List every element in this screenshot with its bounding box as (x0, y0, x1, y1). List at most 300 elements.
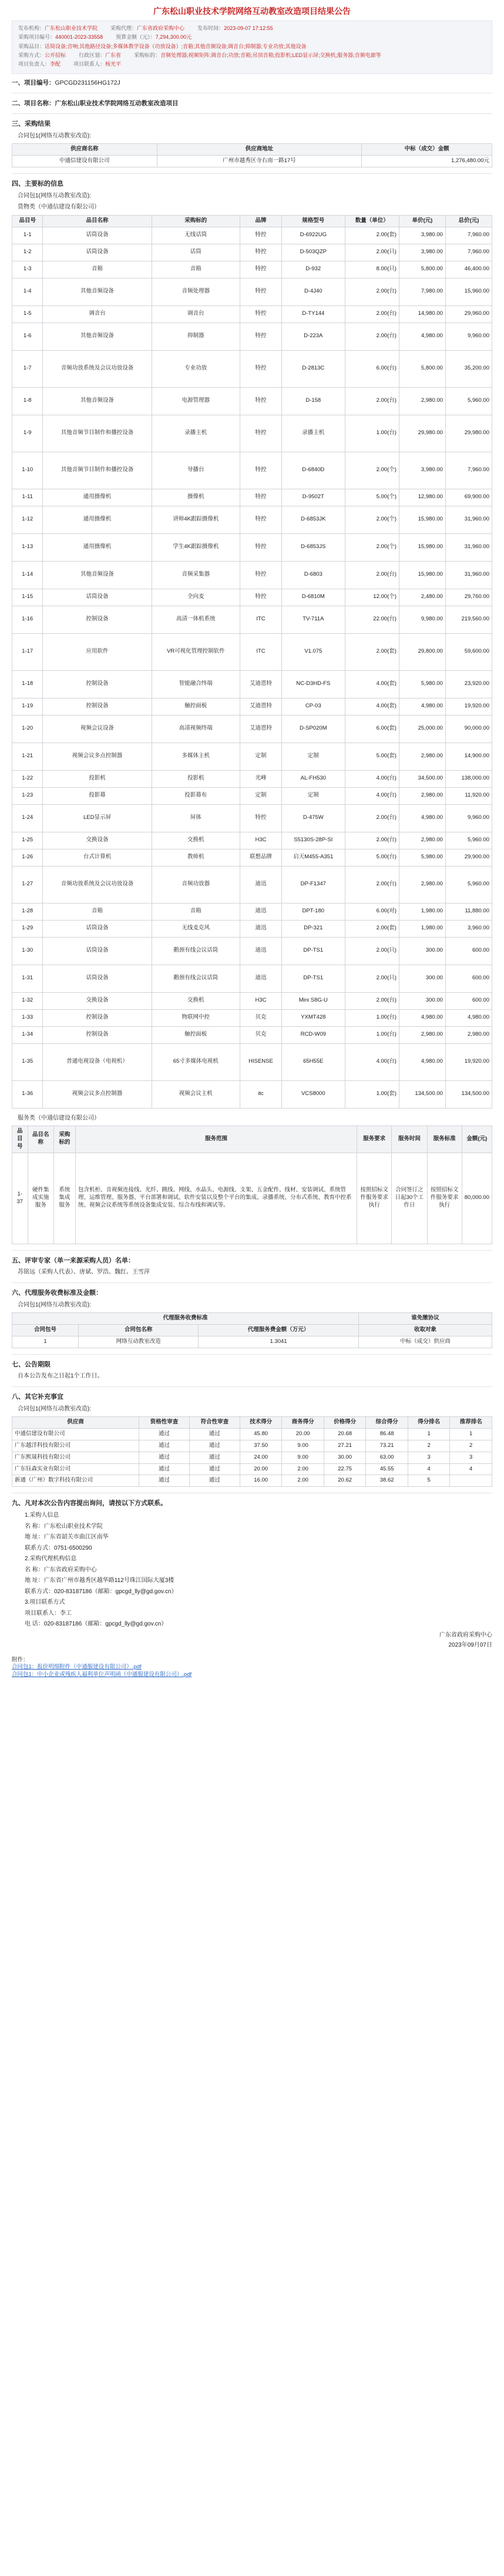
table-cell: 定制 (281, 787, 345, 804)
table-cell: DP-321 (281, 920, 345, 937)
table-cell: 2.00(套) (345, 227, 399, 244)
table-cell: DP-TS1 (281, 937, 345, 965)
table-cell: 90,000.00 (445, 715, 492, 743)
table-cell: 触控面板 (152, 698, 240, 715)
table-cell: YXMT428 (281, 1009, 345, 1026)
table-cell: NC-D3HD-FS (281, 670, 345, 698)
column-header: 供应商 (12, 1417, 139, 1429)
table-cell: 7,960.00 (445, 452, 492, 489)
table-cell: 5,980.00 (399, 849, 445, 866)
table-row (12, 715, 492, 743)
table-cell: 8.00(只) (345, 261, 399, 278)
column-header: 服务要求 (357, 1126, 392, 1153)
table-cell: 29,960.00 (445, 305, 492, 323)
table-row (12, 1043, 492, 1080)
table-cell: 27.21 (324, 1440, 366, 1452)
table-cell: 6.00(台) (345, 350, 399, 387)
table-row (12, 1336, 492, 1348)
table-cell: 7,980.00 (399, 278, 445, 305)
table-cell: 2.00 (282, 1475, 324, 1487)
table-cell: 3,980.00 (399, 227, 445, 244)
meta-row (18, 25, 486, 32)
table-cell: 按照招标文件服务要求执行 (357, 1153, 392, 1244)
column-header: 规格型号 (281, 215, 345, 227)
section-experts-heading: 五、评审专家（单一来源采购人员）名单： (12, 1257, 135, 1264)
table-cell: 物联网中控 (152, 1009, 240, 1026)
table-cell: 1-36 (12, 1080, 43, 1108)
table-row (12, 965, 492, 992)
column-header: 推荐排名 (450, 1417, 492, 1429)
table-cell: 2.00(台) (345, 832, 399, 849)
table-cell: 5,980.00 (399, 670, 445, 698)
table-cell: 2,980.00 (445, 1026, 492, 1043)
table-cell: 1-4 (12, 278, 43, 305)
table-row (12, 1475, 492, 1487)
table-cell: 1-7 (12, 350, 43, 387)
table-cell: LED显示屏 (43, 804, 152, 832)
table-cell: 4.00(台) (345, 787, 399, 804)
column-header: 技术得分 (240, 1417, 282, 1429)
table-cell: 通用摄像机 (43, 506, 152, 533)
table-cell: 调音台 (152, 305, 240, 323)
table-row (12, 156, 492, 167)
table-cell: 3,980.00 (399, 244, 445, 261)
table-cell: 134,500.00 (445, 1080, 492, 1108)
table-cell: 3 (450, 1452, 492, 1463)
table-row (12, 1153, 492, 1244)
table-cell: 教师机 (152, 849, 240, 866)
meta-item (18, 61, 61, 68)
table-cell: 1 (12, 1336, 79, 1348)
table-cell: 1-29 (12, 920, 43, 937)
fee-table (12, 1312, 492, 1348)
table-row (12, 323, 492, 350)
table-row (12, 633, 492, 670)
table-row (12, 452, 492, 489)
table-cell: D-223A (281, 323, 345, 350)
attachments: 附件： 合同包1：报价明细附件（中通服建设有限公司）.pdf 合同包1：中小企业或残疾人福利单位声明函（中通服建设有限公司）.pdf (12, 1656, 192, 1678)
attachment-link[interactable]: 合同包1：报价明细附件（中通服建设有限公司）.pdf (12, 1664, 142, 1671)
table-cell: 12.00(个) (345, 589, 399, 606)
table-cell: 其他音频节目制作和播控设备 (43, 415, 152, 452)
section-project-name: 二、项目名称：广东松山职业技术学院网络互动教室改造项目 (12, 99, 179, 107)
meta-value: 李配 (50, 61, 61, 68)
column-header: 采购标的 (152, 215, 240, 227)
table-row (12, 415, 492, 452)
column-header: 服务标准 (427, 1126, 462, 1153)
table-cell: 1-30 (12, 937, 43, 965)
table-cell: 31,960.00 (445, 506, 492, 533)
meta-value: 杨光平 (105, 61, 122, 68)
table-cell: 控制设备 (43, 606, 152, 633)
table-cell: 1-34 (12, 1026, 43, 1043)
table-cell: 300.00 (399, 937, 445, 965)
meta-key: 项目联系人： (73, 61, 106, 68)
meta-item (197, 25, 273, 32)
table-cell: 600.00 (445, 937, 492, 965)
table-cell: 特控 (240, 506, 282, 533)
table-cell: 联想品牌 (240, 849, 282, 866)
table-cell: 1-10 (12, 452, 43, 489)
table-cell: D-4J40 (281, 278, 345, 305)
service-table (12, 1126, 492, 1244)
table-cell: 1.00(台) (345, 1009, 399, 1026)
column-header: 得分排名 (408, 1417, 450, 1429)
table-row (12, 1452, 492, 1463)
table-cell: 29,980.00 (399, 415, 445, 452)
table-row (12, 561, 492, 589)
period-text: 自本公告发布之日起1个工作日。 (18, 1373, 103, 1380)
meta-value: 440001-2023-33558 (55, 34, 103, 41)
table-cell: 中通信建设有限公司 (12, 1429, 139, 1440)
table-cell: 特控 (240, 278, 282, 305)
table-cell: 5,800.00 (399, 261, 445, 278)
section-project-number: 一、项目编号：GPCGD231156HG172J (12, 79, 120, 86)
table-cell: 网络互动教室改造 (78, 1336, 198, 1348)
experts-list: 苏铭远（采购人代表）、唐斌、罗浩、魏红、王雪萍 (18, 1269, 150, 1276)
table-cell: 话筒 (152, 244, 240, 261)
table-cell: 35,200.00 (445, 350, 492, 387)
table-cell: D-6922UG (281, 227, 345, 244)
table-cell: 2,980.00 (399, 832, 445, 849)
table-cell: 3,960.00 (445, 920, 492, 937)
table-cell: 15,980.00 (399, 561, 445, 589)
table-cell: 1-20 (12, 715, 43, 743)
table-cell: 中标（成交）供应商 (358, 1336, 492, 1348)
table-cell: 1-35 (12, 1043, 43, 1080)
meta-key: 采购品目： (18, 43, 45, 50)
table-cell: RCD-W09 (281, 1026, 345, 1043)
table-cell: 4.00(套) (345, 698, 399, 715)
meta-row (18, 33, 486, 50)
column-header: 符合性审查 (189, 1417, 240, 1429)
table-cell: 其他音频设备 (43, 323, 152, 350)
table-cell: 艾迪恩特 (240, 698, 282, 715)
meta-row (18, 61, 486, 68)
contract-package-label: 合同包1(网络互动教室改造): (18, 1405, 91, 1412)
table-cell: 1-9 (12, 415, 43, 452)
table-cell: 视频会议多点控制器 (43, 1080, 152, 1108)
table-cell: H3C (240, 832, 282, 849)
meta-item (18, 25, 98, 32)
table-row (12, 606, 492, 633)
table-cell: 1.00(台) (345, 415, 399, 452)
table-row (12, 787, 492, 804)
table-cell: 特控 (240, 323, 282, 350)
table-cell: 2.00(台) (345, 305, 399, 323)
table-cell: 通过 (139, 1452, 190, 1463)
table-cell: DP-F1347 (281, 866, 345, 903)
table-cell: 特控 (240, 387, 282, 415)
table-cell: 5.00(台) (345, 849, 399, 866)
table-cell: D-475W (281, 804, 345, 832)
column-header: 数量（单位） (345, 215, 399, 227)
table-cell: 5,960.00 (445, 832, 492, 849)
table-cell: 6.00(套) (345, 715, 399, 743)
goods-category-label: 货物类（中通信建设有限公司） (18, 204, 100, 211)
table-cell: DP-TS1 (281, 965, 345, 992)
table-cell: itc (240, 1080, 282, 1108)
table-cell: 2.00(套) (345, 920, 399, 937)
table-cell: 1-23 (12, 787, 43, 804)
meta-key: 采购方式： (18, 52, 45, 59)
table-cell: 话筒设备 (43, 937, 152, 965)
table-cell: 1-1 (12, 227, 43, 244)
table-cell: 2,980.00 (399, 787, 445, 804)
column-header: 供应商名称 (12, 144, 157, 156)
goods-table (12, 215, 492, 1109)
table-cell: 300.00 (399, 992, 445, 1009)
table-cell: 全向麦 (152, 589, 240, 606)
table-cell: 29,800.00 (399, 633, 445, 670)
table-cell: 特控 (240, 305, 282, 323)
table-cell: 2.00(台) (345, 992, 399, 1009)
table-cell: 86.48 (366, 1429, 408, 1440)
table-cell: 控制设备 (43, 698, 152, 715)
table-cell: 6.00(对) (345, 903, 399, 920)
table-cell: 广州市越秀区寺右南一路17号 (157, 156, 362, 167)
table-cell: 特控 (240, 589, 282, 606)
table-cell: 电源管理器 (152, 387, 240, 415)
table-cell: 通用摄像机 (43, 489, 152, 506)
table-cell: 45.55 (366, 1463, 408, 1475)
table-cell: 通过 (189, 1452, 240, 1463)
table-row (12, 937, 492, 965)
table-cell: 4 (408, 1463, 450, 1475)
table-cell: 1-15 (12, 589, 43, 606)
table-cell: D-6810M (281, 589, 345, 606)
table-cell: 导播台 (152, 452, 240, 489)
table-row (12, 387, 492, 415)
table-cell: 视频会议主机 (152, 1080, 240, 1108)
table-cell: 音频功放系统及会议功放设备 (43, 866, 152, 903)
table-cell: 智能融合终端 (152, 670, 240, 698)
table-cell: 1-5 (12, 305, 43, 323)
table-row (12, 866, 492, 903)
table-cell: 话筒设备 (43, 965, 152, 992)
table-cell: D-6840D (281, 452, 345, 489)
table-cell: 话筒设备 (43, 227, 152, 244)
table-cell: 69,900.00 (445, 489, 492, 506)
meta-value: 话筒设备;音响;其他路径设备;多媒体教学设备（功放设备）;音箱;其他音频设备;调音台;抑制器;专业功放;其他设备 (45, 43, 307, 50)
table-cell: D-503QZP (281, 244, 345, 261)
table-cell: 音箱 (152, 261, 240, 278)
table-row (12, 589, 492, 606)
section-fee-heading: 六、代理服务收费标准及金额： (12, 1289, 102, 1297)
table-cell: 9.00 (282, 1452, 324, 1463)
meta-key: 采购标的： (134, 52, 161, 59)
table-cell: 2.00 (282, 1463, 324, 1475)
table-cell: 无线麦克风 (152, 920, 240, 937)
table-cell: 投影幕 (43, 787, 152, 804)
table-cell: 30.00 (324, 1452, 366, 1463)
table-cell: 31,960.00 (445, 533, 492, 561)
table-cell: 1-14 (12, 561, 43, 589)
column-header: 谁免缴协议 (358, 1313, 492, 1325)
table-cell: 1-24 (12, 804, 43, 832)
table-cell: 控制设备 (43, 670, 152, 698)
table-cell: 1.00(台) (345, 1026, 399, 1043)
header-row (12, 1313, 492, 1325)
header-row (12, 1325, 492, 1336)
table-cell: D-158 (281, 387, 345, 415)
table-cell: 通过 (139, 1429, 190, 1440)
table-cell: 65H55E (281, 1043, 345, 1080)
table-cell: 交换设备 (43, 992, 152, 1009)
table-row (12, 698, 492, 715)
table-cell: 9.00 (282, 1440, 324, 1452)
table-cell: D-6853JS (281, 533, 345, 561)
table-cell: 迪迅 (240, 965, 282, 992)
table-cell: 2,980.00 (399, 866, 445, 903)
table-cell: 特控 (240, 533, 282, 561)
table-row (12, 670, 492, 698)
table-cell: 音频功放系统及会议功放设备 (43, 350, 152, 387)
table-cell: D-9502T (281, 489, 345, 506)
table-cell: VCS8000 (281, 1080, 345, 1108)
table-cell: 1-3 (12, 261, 43, 278)
column-header: 单价(元) (399, 215, 445, 227)
table-cell: 23,920.00 (445, 670, 492, 698)
table-cell: 22.00(台) (345, 606, 399, 633)
table-cell: 迪迅 (240, 903, 282, 920)
table-cell: 4,980.00 (445, 1009, 492, 1026)
table-cell: 迪迅 (240, 866, 282, 903)
table-cell: 视频会议多点控制器 (43, 743, 152, 770)
table-cell: 600.00 (445, 965, 492, 992)
table-cell: 1-27 (12, 866, 43, 903)
table-cell: 话筒设备 (43, 920, 152, 937)
table-cell: VR可视化管理控制软件 (152, 633, 240, 670)
table-cell: 控制设备 (43, 1026, 152, 1043)
table-cell: 20.62 (324, 1475, 366, 1487)
table-cell: 5,800.00 (399, 350, 445, 387)
attachment-link[interactable]: 合同包1：中小企业或残疾人福利单位声明函（中通服建设有限公司）.pdf (12, 1671, 192, 1678)
meta-key: 行政区划： (79, 52, 106, 59)
table-cell: 2,980.00 (399, 743, 445, 770)
table-cell: 2.00(台) (345, 866, 399, 903)
table-cell: 7,960.00 (445, 227, 492, 244)
table-cell: 特控 (240, 804, 282, 832)
table-cell: 1-25 (12, 832, 43, 849)
table-cell: 应用软件 (43, 633, 152, 670)
table-cell: AL-FH530 (281, 770, 345, 787)
table-cell: 迪迅 (240, 920, 282, 937)
table-cell: ITC (240, 633, 282, 670)
meta-item (79, 52, 121, 59)
meta-key: 预算金额（元）： (116, 34, 156, 41)
table-cell: 音箱 (43, 903, 152, 920)
table-cell: 12,980.00 (399, 489, 445, 506)
table-cell: 音箱 (43, 261, 152, 278)
table-cell: 2.00(台) (345, 561, 399, 589)
column-header: 服务时间 (392, 1126, 427, 1153)
table-cell: 定制 (240, 743, 282, 770)
table-cell: 艾迪恩特 (240, 670, 282, 698)
table-cell: 迪迅 (240, 937, 282, 965)
table-cell: 2.00(只) (345, 937, 399, 965)
column-header: 总价(元) (445, 215, 492, 227)
column-header: 合同包号 (12, 1325, 79, 1336)
notice-page (12, 0, 492, 1679)
column-header: 中标（成交）金额 (362, 144, 492, 156)
table-cell: 4,980.00 (399, 323, 445, 350)
table-cell: 音频采集器 (152, 561, 240, 589)
table-cell: 14,980.00 (399, 305, 445, 323)
column-header: 采购标的 (53, 1126, 75, 1153)
table-cell: 1 (450, 1429, 492, 1440)
table-cell: 广东钰森实业有限公司 (12, 1463, 139, 1475)
table-cell: 音箱 (152, 903, 240, 920)
table-cell: 1-26 (12, 849, 43, 866)
table-cell: 4,980.00 (399, 804, 445, 832)
table-cell: 投影幕布 (152, 787, 240, 804)
table-row (12, 849, 492, 866)
table-cell: 1-22 (12, 770, 43, 787)
table-cell: 29,760.00 (445, 589, 492, 606)
table-cell: 1,980.00 (399, 903, 445, 920)
table-cell: 20.00 (240, 1463, 282, 1475)
table-cell: 2.00(台) (345, 323, 399, 350)
column-header: 资格性审查 (139, 1417, 190, 1429)
table-cell: 通过 (189, 1463, 240, 1475)
table-row (12, 1440, 492, 1452)
table-cell: 2,980.00 (399, 387, 445, 415)
table-cell: 138,000.00 (445, 770, 492, 787)
table-cell: 11,880.00 (445, 903, 492, 920)
table-cell: 通过 (139, 1440, 190, 1452)
table-cell: 2.00(只) (345, 244, 399, 261)
meta-row (18, 52, 486, 59)
contact-block: 1.采购人信息 名 称：广东松山职业技术学院 地 址：广东省韶关市曲江区南华 联系方式：0751-6500290 2.采购代理机构信息 名 称：广东省政府采购中心 地 址：广东省广州市越秀区越华路112号珠江国际大厦3楼 联系方式：020-83187186（邮箱：gpcgd_lly@gd.gov.cn） 3.项目联系方式 项目联系人：李工 电 话：020-83187186（邮箱：gpcgd_lly@gd.gov.cn） (25, 1512, 177, 1628)
table-cell: 视频会议设备 (43, 715, 152, 743)
table-cell: 9,980.00 (399, 606, 445, 633)
table-cell: 15,980.00 (399, 533, 445, 561)
column-header: 代理服务收费标准 (12, 1313, 359, 1325)
table-cell: 新通（广州）数字科技有限公司 (12, 1475, 139, 1487)
column-header: 供应商地址 (157, 144, 362, 156)
table-cell: 1-28 (12, 903, 43, 920)
table-cell: 硬件集成实施服务 (28, 1153, 53, 1244)
table-cell: 46,400.00 (445, 261, 492, 278)
table-cell: D-SP020M (281, 715, 345, 743)
table-row (12, 832, 492, 849)
table-cell: 话筒设备 (43, 589, 152, 606)
table-cell: 31,960.00 (445, 561, 492, 589)
table-cell: 系统集成服务 (53, 1153, 75, 1244)
table-cell: 其他音频设备 (43, 561, 152, 589)
table-cell: 1,980.00 (399, 920, 445, 937)
table-cell: 4.00(台) (345, 770, 399, 787)
table-cell: 20.68 (324, 1429, 366, 1440)
table-cell: 19,920.00 (445, 698, 492, 715)
table-cell: 63.00 (366, 1452, 408, 1463)
table-cell: 定制 (240, 787, 282, 804)
table-cell: 交换设备 (43, 832, 152, 849)
table-cell: 2.00(套) (345, 633, 399, 670)
table-cell: 1-21 (12, 743, 43, 770)
table-cell: 73.21 (366, 1440, 408, 1452)
contract-package-label: 合同包1(网络互动教室改造): (18, 132, 91, 139)
table-cell: 9,960.00 (445, 804, 492, 832)
table-cell: 广东越洋科技有限公司 (12, 1440, 139, 1452)
table-cell: 9,960.00 (445, 323, 492, 350)
table-cell: 15,980.00 (399, 506, 445, 533)
table-cell: V1.075 (281, 633, 345, 670)
table-cell: 特控 (240, 244, 282, 261)
table-cell: 音频处理器 (152, 278, 240, 305)
table-cell: D-6803 (281, 561, 345, 589)
